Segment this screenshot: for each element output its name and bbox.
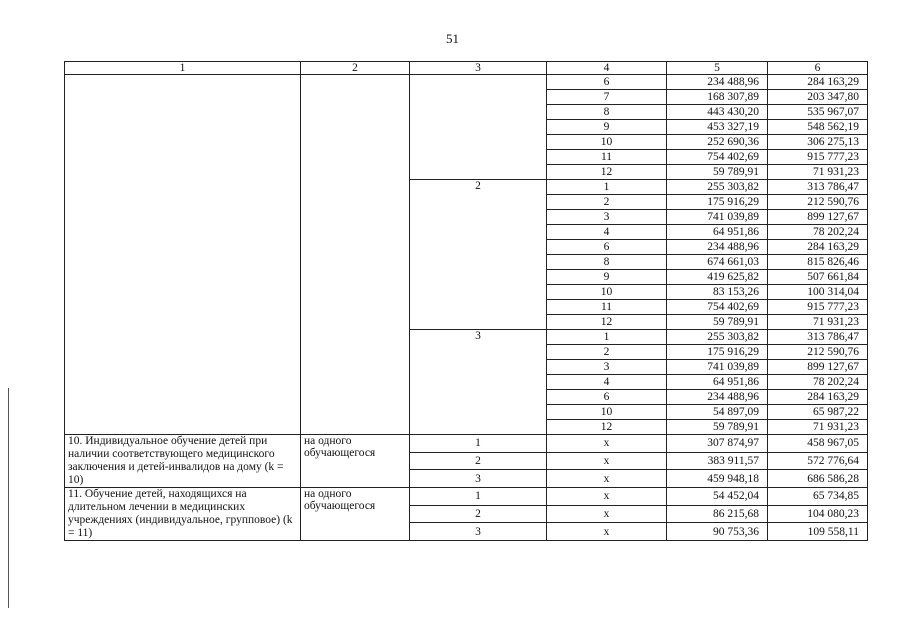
value-cell: 686 586,28 bbox=[768, 470, 868, 488]
value-cell: 100 314,04 bbox=[768, 285, 868, 300]
value-cell: 104 080,23 bbox=[768, 505, 868, 523]
category-cell bbox=[65, 75, 301, 435]
value-cell: 535 967,07 bbox=[768, 105, 868, 120]
value-cell: 915 777,23 bbox=[768, 300, 868, 315]
value-cell: 899 127,67 bbox=[768, 360, 868, 375]
value-cell: 548 562,19 bbox=[768, 120, 868, 135]
header-cell: 5 bbox=[667, 62, 768, 75]
header-cell: 4 bbox=[547, 62, 667, 75]
value-cell: 64 951,86 bbox=[667, 225, 768, 240]
value-cell: 212 590,76 bbox=[768, 195, 868, 210]
value-cell: 674 661,03 bbox=[667, 255, 768, 270]
value-cell: 741 039,89 bbox=[667, 360, 768, 375]
group-number-cell: 3 bbox=[410, 330, 547, 435]
rates-table bbox=[64, 61, 868, 541]
code-cell: 2 bbox=[547, 195, 667, 210]
value-cell: 59 789,91 bbox=[667, 315, 768, 330]
code-cell: 4 bbox=[547, 375, 667, 390]
scan-edge-line bbox=[8, 388, 9, 608]
page-number: 51 bbox=[446, 31, 459, 46]
code-cell: х bbox=[547, 435, 667, 453]
value-cell: 168 307,89 bbox=[667, 90, 768, 105]
code-cell: х bbox=[547, 488, 667, 506]
value-cell: 307 874,97 bbox=[667, 435, 768, 453]
value-cell: 90 753,36 bbox=[667, 523, 768, 541]
code-cell: 6 bbox=[547, 390, 667, 405]
value-cell: 284 163,29 bbox=[768, 75, 868, 90]
value-cell: 458 967,05 bbox=[768, 435, 868, 453]
value-cell: 234 488,96 bbox=[667, 390, 768, 405]
code-cell: 12 bbox=[547, 420, 667, 435]
unit-cell: на одного обучающегося bbox=[301, 488, 410, 541]
value-cell: 572 776,64 bbox=[768, 452, 868, 470]
value-cell: 383 911,57 bbox=[667, 452, 768, 470]
value-cell: 78 202,24 bbox=[768, 375, 868, 390]
code-cell: 6 bbox=[547, 240, 667, 255]
code-cell: 3 bbox=[547, 360, 667, 375]
value-cell: 419 625,82 bbox=[667, 270, 768, 285]
group-number-cell: 1 bbox=[410, 435, 547, 453]
value-cell: 899 127,67 bbox=[768, 210, 868, 225]
value-cell: 78 202,24 bbox=[768, 225, 868, 240]
code-cell: 10 bbox=[547, 135, 667, 150]
value-cell: 175 916,29 bbox=[667, 345, 768, 360]
code-cell: 8 bbox=[547, 105, 667, 120]
group-number-cell bbox=[410, 75, 547, 180]
value-cell: 59 789,91 bbox=[667, 165, 768, 180]
table-row bbox=[65, 435, 868, 453]
table-row bbox=[65, 75, 868, 90]
code-cell: 12 bbox=[547, 165, 667, 180]
header-row bbox=[65, 62, 868, 75]
code-cell: 11 bbox=[547, 150, 667, 165]
value-cell: 255 303,82 bbox=[667, 180, 768, 195]
value-cell: 754 402,69 bbox=[667, 150, 768, 165]
value-cell: 54 452,04 bbox=[667, 488, 768, 506]
value-cell: 64 951,86 bbox=[667, 375, 768, 390]
code-cell: х bbox=[547, 523, 667, 541]
header-cell: 2 bbox=[301, 62, 410, 75]
group-number-cell: 3 bbox=[410, 470, 547, 488]
group-number-cell: 2 bbox=[410, 505, 547, 523]
group-number-cell: 3 bbox=[410, 523, 547, 541]
group-number-cell: 2 bbox=[410, 180, 547, 330]
code-cell: 12 bbox=[547, 315, 667, 330]
code-cell: х bbox=[547, 452, 667, 470]
value-cell: 252 690,36 bbox=[667, 135, 768, 150]
value-cell: 71 931,23 bbox=[768, 165, 868, 180]
code-cell: 1 bbox=[547, 330, 667, 345]
value-cell: 754 402,69 bbox=[667, 300, 768, 315]
value-cell: 83 153,26 bbox=[667, 285, 768, 300]
code-cell: 4 bbox=[547, 225, 667, 240]
value-cell: 255 303,82 bbox=[667, 330, 768, 345]
value-cell: 313 786,47 bbox=[768, 180, 868, 195]
value-cell: 306 275,13 bbox=[768, 135, 868, 150]
value-cell: 507 661,84 bbox=[768, 270, 868, 285]
value-cell: 71 931,23 bbox=[768, 315, 868, 330]
value-cell: 109 558,11 bbox=[768, 523, 868, 541]
code-cell: 10 bbox=[547, 285, 667, 300]
code-cell: 9 bbox=[547, 270, 667, 285]
value-cell: 313 786,47 bbox=[768, 330, 868, 345]
header-cell: 1 bbox=[65, 62, 301, 75]
value-cell: 453 327,19 bbox=[667, 120, 768, 135]
unit-cell bbox=[301, 75, 410, 435]
section-title-cell: 10. Индивидуальное обучение детей при наличии соответствующего медицинского заключения и детей-инвалидов на дому (k = 10) bbox=[65, 435, 301, 488]
value-cell: 443 430,20 bbox=[667, 105, 768, 120]
value-cell: 86 215,68 bbox=[667, 505, 768, 523]
group-number-cell: 1 bbox=[410, 488, 547, 506]
code-cell: 6 bbox=[547, 75, 667, 90]
unit-cell: на одного обучающегося bbox=[301, 435, 410, 488]
value-cell: 459 948,18 bbox=[667, 470, 768, 488]
value-cell: 284 163,29 bbox=[768, 240, 868, 255]
value-cell: 54 897,09 bbox=[667, 405, 768, 420]
code-cell: 8 bbox=[547, 255, 667, 270]
value-cell: 65 734,85 bbox=[768, 488, 868, 506]
value-cell: 815 826,46 bbox=[768, 255, 868, 270]
section-title-cell: 11. Обучение детей, находящихся на длительном лечении в медицинских учреждениях (индивидуальное, групповое) (k = 11) bbox=[65, 488, 301, 541]
value-cell: 65 987,22 bbox=[768, 405, 868, 420]
header-cell: 3 bbox=[410, 62, 547, 75]
code-cell: 10 bbox=[547, 405, 667, 420]
value-cell: 203 347,80 bbox=[768, 90, 868, 105]
code-cell: 9 bbox=[547, 120, 667, 135]
code-cell: 2 bbox=[547, 345, 667, 360]
value-cell: 284 163,29 bbox=[768, 390, 868, 405]
code-cell: 1 bbox=[547, 180, 667, 195]
value-cell: 59 789,91 bbox=[667, 420, 768, 435]
code-cell: 11 bbox=[547, 300, 667, 315]
value-cell: 71 931,23 bbox=[768, 420, 868, 435]
group-number-cell: 2 bbox=[410, 452, 547, 470]
value-cell: 915 777,23 bbox=[768, 150, 868, 165]
value-cell: 175 916,29 bbox=[667, 195, 768, 210]
value-cell: 234 488,96 bbox=[667, 75, 768, 90]
table-row bbox=[65, 488, 868, 506]
header-cell: 6 bbox=[768, 62, 868, 75]
code-cell: 3 bbox=[547, 210, 667, 225]
value-cell: 234 488,96 bbox=[667, 240, 768, 255]
value-cell: 212 590,76 bbox=[768, 345, 868, 360]
code-cell: х bbox=[547, 505, 667, 523]
code-cell: х bbox=[547, 470, 667, 488]
code-cell: 7 bbox=[547, 90, 667, 105]
value-cell: 741 039,89 bbox=[667, 210, 768, 225]
